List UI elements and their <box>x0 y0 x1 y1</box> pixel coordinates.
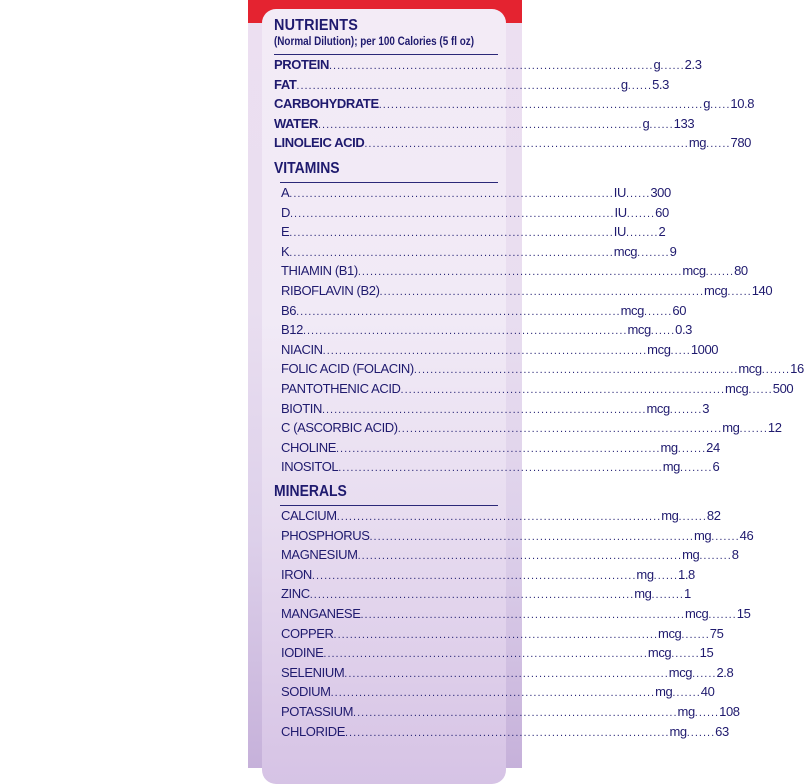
row-unit: mcg <box>646 400 670 416</box>
leader-dots: ...... <box>649 118 674 131</box>
row-label: B12 <box>281 322 303 338</box>
row-unit: IU <box>614 204 627 220</box>
nutrient-row <box>281 566 695 587</box>
row-label: PHOSPHORUS <box>281 527 370 543</box>
nutrient-row <box>281 380 794 401</box>
row-value: 1000 <box>690 341 719 357</box>
row-value: 780 <box>730 135 751 151</box>
nutrient-row <box>274 96 755 116</box>
leader-dots: ................................................................................ <box>321 403 647 416</box>
row-value: 5.3 <box>652 76 669 92</box>
row-unit: mcg <box>647 341 671 357</box>
leader-dots: ....... <box>672 687 701 700</box>
leader-dots: ....... <box>681 628 710 641</box>
leader-dots: ....... <box>705 266 735 279</box>
row-unit: mcg <box>668 664 693 680</box>
leader-dots: ....... <box>677 442 707 455</box>
nutrient-row <box>281 185 671 205</box>
row-label: FAT <box>274 76 297 92</box>
leader-dots: ................................................................................ <box>317 118 643 131</box>
leader-dots: ....... <box>643 305 673 318</box>
row-label: IRON <box>281 566 312 582</box>
leader-dots: ................................................................................ <box>289 227 614 240</box>
row-label: E <box>281 224 290 240</box>
leader-dots: ................................................................................ <box>296 305 621 318</box>
row-unit: mcg <box>613 243 638 259</box>
row-unit: mg <box>660 439 678 455</box>
leader-dots: ................................................................................ <box>289 188 614 200</box>
row-unit: mg <box>661 508 679 523</box>
row-label: INOSITOL <box>281 459 339 475</box>
row-value: 15 <box>699 645 714 661</box>
nutrient-row <box>281 527 754 548</box>
row-value: 133 <box>673 115 695 131</box>
leader-dots: ................................................................................ <box>397 423 723 436</box>
row-value: 8 <box>731 547 739 563</box>
row-unit: mcg <box>682 263 706 279</box>
leader-dots: ................................................................................ <box>290 207 615 220</box>
row-value: 500 <box>772 380 794 396</box>
row-value: 15 <box>736 605 751 621</box>
nutrient-row <box>274 115 695 136</box>
divider <box>280 505 498 506</box>
row-value: 3 <box>702 400 710 416</box>
row-unit: mcg <box>647 645 672 661</box>
leader-dots: ........ <box>625 227 659 240</box>
row-unit: g <box>642 115 650 131</box>
nutrient-row <box>281 361 804 381</box>
row-label: COPPER <box>281 625 334 641</box>
row-label: POTASSIUM <box>281 703 354 719</box>
nutrient-row <box>281 605 751 626</box>
nutrition-panel <box>262 9 804 784</box>
row-unit: mcg <box>627 322 651 338</box>
row-value: 9 <box>669 243 677 259</box>
row-label: MAGNESIUM <box>281 547 358 563</box>
row-unit: mg <box>634 586 652 602</box>
minerals-list <box>274 508 754 743</box>
row-label: SELENIUM <box>281 664 345 680</box>
leader-dots: ....... <box>761 364 791 377</box>
leader-dots: ...... <box>706 138 731 151</box>
leader-dots: ....... <box>739 423 768 436</box>
leader-dots: ................................................................................ <box>311 569 637 582</box>
row-unit: mg <box>693 527 712 543</box>
leader-dots: ................................................................................ <box>353 706 678 719</box>
row-unit: mg <box>636 566 654 582</box>
nutrient-row <box>281 282 773 303</box>
nutrient-row <box>281 420 782 440</box>
leader-dots: ................................................................................ <box>400 383 726 396</box>
leader-dots: ..... <box>710 99 731 112</box>
leader-dots: ...... <box>627 79 653 92</box>
leader-dots: ...... <box>650 325 676 338</box>
row-label: THIAMIN (B1) <box>281 263 358 279</box>
leader-dots: ...... <box>727 285 752 298</box>
row-unit: IU <box>613 224 626 240</box>
row-label: A <box>281 185 290 200</box>
nutrient-row <box>281 703 740 724</box>
row-unit: mcg <box>620 302 644 318</box>
nutrient-row <box>274 76 669 97</box>
row-label: MANGANESE <box>281 605 361 621</box>
leader-dots: ....... <box>671 648 700 661</box>
leader-dots: ....... <box>678 511 707 523</box>
row-unit: mcg <box>738 361 762 377</box>
row-label: RIBOFLAVIN (B2) <box>281 282 380 298</box>
row-label: NIACIN <box>281 341 323 357</box>
leader-dots: ..... <box>670 344 691 357</box>
leader-dots: ................................................................................ <box>379 285 705 298</box>
row-label: D <box>281 204 290 220</box>
row-label: LINOLEIC ACID <box>274 135 365 151</box>
nutrient-row <box>281 400 710 421</box>
row-value: 108 <box>719 703 740 719</box>
row-label: PANTOTHENIC ACID <box>281 380 401 396</box>
row-label: CHLORIDE <box>281 723 345 739</box>
nutrient-row <box>281 302 687 323</box>
row-unit: mcg <box>704 282 728 298</box>
row-value: 75 <box>709 625 724 641</box>
serving-basis-subtitle: (Normal Dilution); per 100 Calories (5 fl oz) <box>274 36 475 48</box>
leader-dots: ................................................................................ <box>322 344 648 357</box>
nutrient-row <box>281 664 734 685</box>
row-unit: mg <box>722 420 740 436</box>
row-unit: mcg <box>725 380 749 396</box>
nutrient-row <box>281 439 720 460</box>
leader-dots: ................................................................................ <box>360 608 685 621</box>
leader-dots: ........ <box>669 403 703 416</box>
nutrient-row <box>281 263 748 283</box>
leader-dots: ................................................................................ <box>296 79 621 92</box>
leader-dots: ....... <box>626 207 656 220</box>
row-value: 1.8 <box>678 566 695 582</box>
leader-dots: ...... <box>653 569 679 582</box>
leader-dots: ....... <box>711 530 740 543</box>
row-value: 12 <box>767 420 782 436</box>
leader-dots: ................................................................................ <box>289 246 614 259</box>
nutrient-row <box>281 645 714 665</box>
leader-dots: ................................................................................ <box>344 667 669 680</box>
row-label: WATER <box>274 115 318 131</box>
row-label: ZINC <box>281 586 310 602</box>
nutrient-row <box>281 204 669 225</box>
row-value: 60 <box>672 302 687 318</box>
row-value: 6 <box>712 459 720 475</box>
leader-dots: ........ <box>637 246 670 259</box>
minerals-heading: MINERALS <box>274 483 347 500</box>
nutrient-row <box>281 322 693 342</box>
leader-dots: ...... <box>694 706 720 719</box>
row-value: 24 <box>706 439 720 455</box>
nutrient-row <box>281 684 715 704</box>
leader-dots: ................................................................................ <box>323 648 648 661</box>
row-label: K <box>281 243 290 259</box>
row-value: 82 <box>706 508 721 523</box>
leader-dots: ...... <box>660 60 685 72</box>
nutrient-row <box>281 341 719 362</box>
row-value: 63 <box>715 723 729 739</box>
leader-dots: ........ <box>699 550 732 563</box>
vitamins-list <box>274 185 804 479</box>
leader-dots: ................................................................................ <box>333 628 659 641</box>
nutrient-row <box>281 723 729 744</box>
row-value: 16 <box>790 361 804 377</box>
leader-dots: ................................................................................ <box>364 138 689 151</box>
row-label: BIOTIN <box>281 400 322 416</box>
nutrient-row <box>281 586 691 606</box>
leader-dots: ........ <box>651 589 684 602</box>
nutrient-row <box>281 243 677 264</box>
nutrient-row <box>281 459 720 479</box>
row-unit: mg <box>669 723 687 739</box>
divider <box>274 54 498 55</box>
row-value: 46 <box>739 527 754 543</box>
row-label: CHOLINE <box>281 439 336 455</box>
row-unit: g <box>620 76 628 92</box>
leader-dots: ....... <box>708 608 737 621</box>
leader-dots: ........ <box>680 462 713 475</box>
row-value: 80 <box>734 263 748 279</box>
vitamins-heading: VITAMINS <box>274 160 340 177</box>
row-unit: mg <box>655 684 673 700</box>
nutrient-row <box>281 224 666 244</box>
leader-dots: ................................................................................ <box>336 442 661 455</box>
row-unit: mg <box>677 703 695 719</box>
row-label: CARBOHYDRATE <box>274 96 379 112</box>
divider <box>280 182 498 183</box>
row-unit: mcg <box>684 605 709 621</box>
row-value: 140 <box>751 282 773 298</box>
leader-dots: ................................................................................ <box>302 325 628 338</box>
leader-dots: ...... <box>692 667 717 680</box>
leader-dots: ................................................................................ <box>328 60 654 72</box>
row-unit: g <box>703 96 711 112</box>
row-unit: mcg <box>658 625 682 641</box>
leader-dots: ................................................................................ <box>378 99 704 112</box>
nutrient-row <box>281 547 739 567</box>
row-unit: mg <box>688 135 707 151</box>
row-label: C (ASCORBIC ACID) <box>281 420 398 436</box>
row-unit: IU <box>613 185 626 200</box>
leader-dots: ................................................................................ <box>413 364 739 377</box>
row-value: 0.3 <box>675 322 693 338</box>
row-value: 300 <box>650 185 671 200</box>
row-unit: mg <box>682 547 700 563</box>
row-value: 2 <box>658 224 666 240</box>
row-value: 1 <box>683 586 691 602</box>
row-label: B6 <box>281 302 297 318</box>
row-label: CALCIUM <box>281 508 337 523</box>
row-value: 2.8 <box>716 664 734 680</box>
nutrient-row <box>274 57 702 77</box>
leader-dots: ................................................................................ <box>336 511 662 523</box>
row-value: 10.8 <box>730 96 755 112</box>
leader-dots: ................................................................................ <box>330 687 656 700</box>
nutrient-row <box>281 508 721 528</box>
leader-dots: ................................................................................ <box>357 550 683 563</box>
nutrients-list <box>274 57 755 155</box>
row-label: SODIUM <box>281 684 331 700</box>
row-value: 60 <box>655 204 669 220</box>
leader-dots: ................................................................................ <box>344 726 670 739</box>
row-value: 40 <box>700 684 715 700</box>
row-label: IODINE <box>281 645 324 661</box>
row-unit: mg <box>662 459 681 475</box>
leader-dots: ................................................................................ <box>357 266 683 279</box>
leader-dots: ...... <box>625 188 651 200</box>
leader-dots: ...... <box>748 383 773 396</box>
row-value: 2.3 <box>684 57 702 72</box>
nutrient-row <box>281 625 724 646</box>
leader-dots: ................................................................................ <box>309 589 635 602</box>
row-unit: g <box>653 57 661 72</box>
row-label: FOLIC ACID (FOLACIN) <box>281 361 414 377</box>
nutrient-row <box>274 135 751 155</box>
leader-dots: ................................................................................ <box>338 462 663 475</box>
nutrients-heading: NUTRIENTS <box>274 17 359 34</box>
leader-dots: ....... <box>686 726 716 739</box>
row-label: PROTEIN <box>274 57 329 72</box>
leader-dots: ................................................................................ <box>369 530 694 543</box>
